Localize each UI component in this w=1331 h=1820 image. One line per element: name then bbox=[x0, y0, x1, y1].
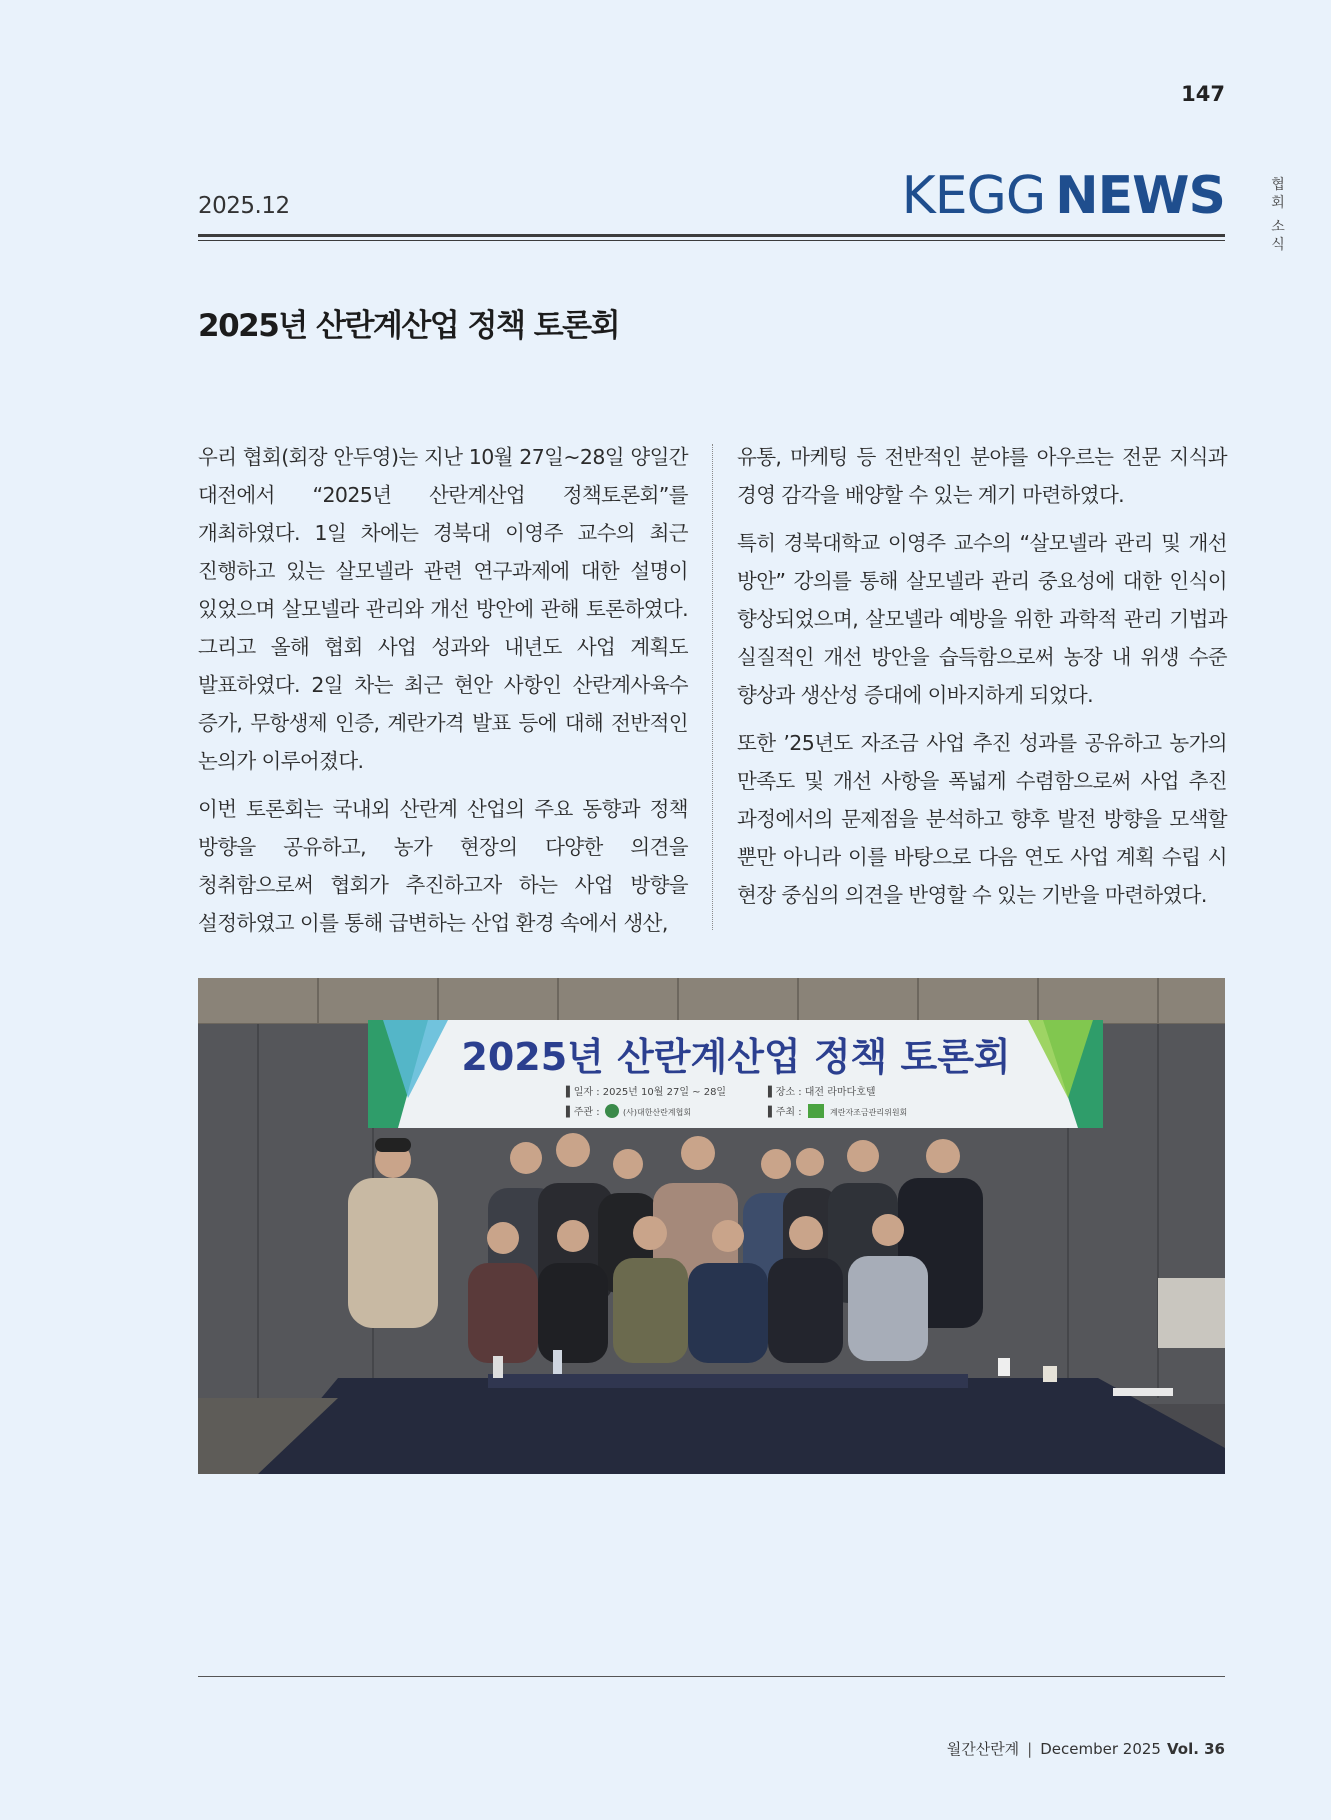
section-tab-char: 소 bbox=[1271, 219, 1285, 235]
article-title: 2025년 산란계산업 정책 토론회 bbox=[198, 308, 620, 344]
column-divider bbox=[712, 444, 713, 930]
article-paragraph: 이번 토론회는 국내외 산란계 산업의 주요 동향과 정책 방향을 공유하고, 농가 현장의 다양한 의견을 청취함으로써 협회가 추진하고자 하는 사업 방향을 설정하였고 이를 통해 급변하는 산업 환경 속에서 생산, bbox=[198, 797, 688, 935]
page-footer bbox=[947, 1738, 1225, 1759]
banner-title: 2025년 산란계산업 정책 토론회 bbox=[461, 1035, 1011, 1079]
logo-kegg: KEGG bbox=[901, 166, 1046, 226]
banner-sponsor-label: ▌주최 : bbox=[768, 1107, 802, 1118]
volume-number: Vol. 36 bbox=[1166, 1740, 1225, 1758]
banner-place: ▌장소 : 대전 라마다호텔 bbox=[768, 1087, 876, 1098]
footer-rule bbox=[198, 1676, 1225, 1677]
banner-host-org: (사)대한산란계협회 bbox=[623, 1108, 692, 1117]
section-tab-char: 협 bbox=[1271, 177, 1285, 193]
banner-host-label: ▌주관 : bbox=[566, 1107, 600, 1118]
article-paragraph: 우리 협회(회장 안두영)는 지난 10월 27일~28일 양일간 대전에서 “2025년 산란계산업 정책토론회”를 개최하였다. 1일 차에는 경북대 이영주 교수의 최근 진행하고 있는 살모넬라 관련 연구과제에 대한 설명이 있었으며 살모넬라 관리와 개선 방안에 관해 토론하였다. 그리고 올해 협회 사업 성과와 내년도 사업 계획도 발표하였다. 2일 차는 최근 현안 사항인 산란계사육수 증가, 무항생제 인증, 계란가격 발표 등에 대해 전반적인 논의가 이루어졌다. bbox=[198, 445, 688, 773]
page-number: 147 bbox=[1181, 82, 1225, 106]
section-tab-char: 식 bbox=[1271, 237, 1285, 253]
header-rule-thin bbox=[198, 240, 1225, 241]
article-paragraph: 유통, 마케팅 등 전반적인 분야를 아우르는 전문 지식과 경영 감각을 배양할 수 있는 계기 마련하였다. bbox=[737, 445, 1227, 507]
article-paragraph: 또한 ’25년도 자조금 사업 추진 성과를 공유하고 농가의 만족도 및 개선 사항을 폭넓게 수렴함으로써 사업 추진 과정에서의 문제점을 분석하고 향후 발전 방향을 모색할 뿐만 아니라 이를 바탕으로 다음 연도 사업 계획 수립 시 현장 중심의 의견을 반영할 수 있는 기반을 마련하였다. bbox=[737, 731, 1227, 907]
section-tab bbox=[1268, 176, 1288, 254]
magazine-name: 월간산란계 bbox=[946, 1740, 1020, 1758]
logo-news: NEWS bbox=[1055, 166, 1225, 226]
kegg-news-logo bbox=[902, 166, 1225, 226]
footer-separator: | bbox=[1027, 1740, 1033, 1758]
issue-date: 2025.12 bbox=[198, 193, 290, 219]
event-group-photo bbox=[198, 978, 1225, 1474]
article-column-right bbox=[737, 438, 1227, 924]
section-tab-char: 회 bbox=[1271, 195, 1285, 211]
article-paragraph: 특히 경북대학교 이영주 교수의 “살모넬라 관리 및 개선 방안” 강의를 통해 살모넬라 관리 중요성에 대한 인식이 향상되었으며, 살모넬라 예방을 위한 과학적 관리 기법과 실질적인 개선 방안을 습득함으로써 농장 내 위생 수준 향상과 생산성 증대에 이바지하게 되었다. bbox=[737, 531, 1227, 707]
association-logo-icon bbox=[605, 1104, 619, 1118]
banner-sponsor-org: 계란자조금관리위원회 bbox=[830, 1108, 908, 1117]
issue-month: December 2025 bbox=[1040, 1740, 1161, 1758]
header-rule bbox=[198, 234, 1225, 237]
article-column-left bbox=[198, 438, 688, 952]
banner-date: ▌일자 : 2025년 10월 27일 ~ 28일 bbox=[566, 1087, 727, 1098]
egg-council-logo-icon bbox=[808, 1104, 824, 1118]
